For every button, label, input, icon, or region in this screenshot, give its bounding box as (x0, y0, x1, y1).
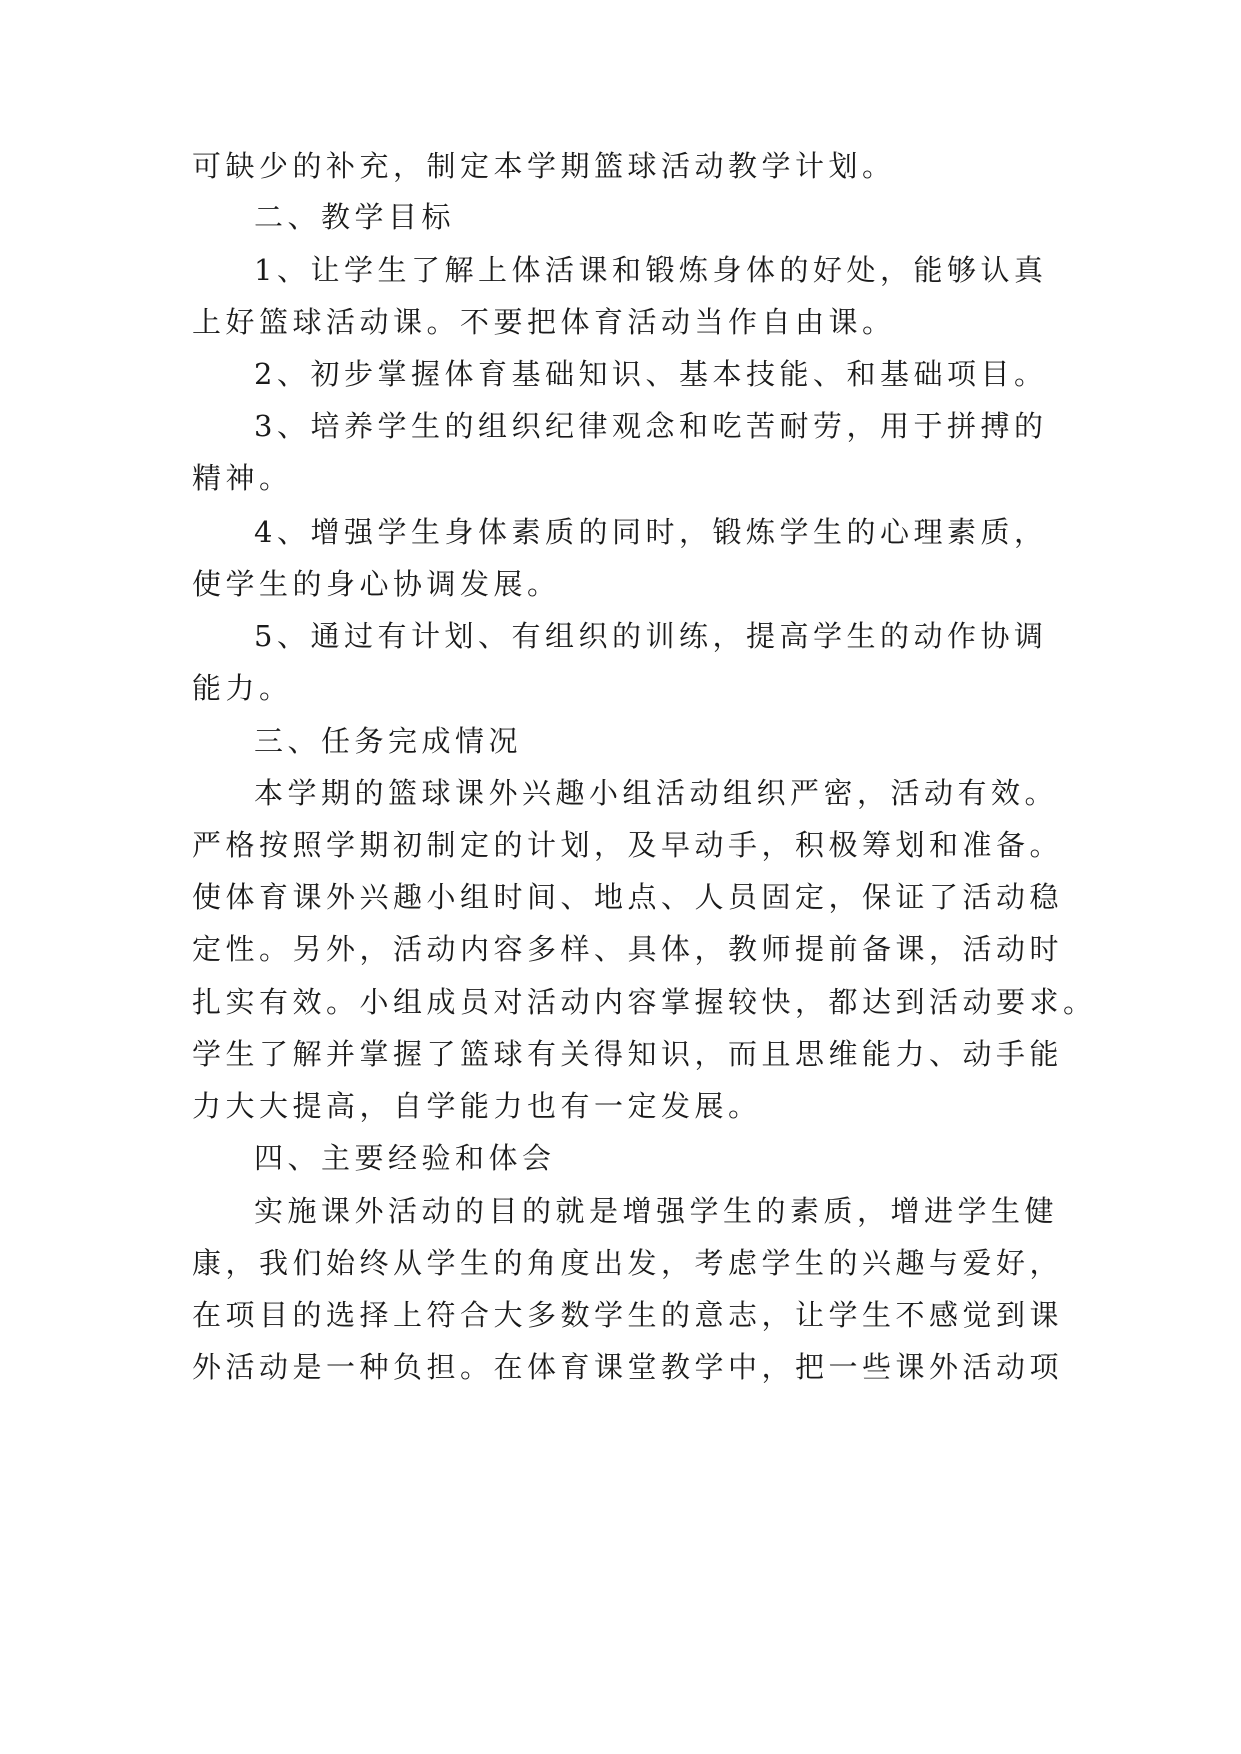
section-heading-experience: 四、主要经验和体会 (254, 1141, 556, 1175)
paragraph-line: 外活动是一种负担。在体育课堂教学中，把一些课外活动项 (192, 1350, 1064, 1384)
paragraph-line: 上好篮球活动课。不要把体育活动当作自由课。 (192, 305, 896, 339)
paragraph-line: 3、培养学生的组织纪律观念和吃苦耐劳，用于拼搏的 (254, 409, 1048, 443)
paragraph-line: 2、初步掌握体育基础知识、基本技能、和基础项目。 (254, 357, 1048, 391)
paragraph-line: 可缺少的补充，制定本学期篮球活动教学计划。 (192, 149, 896, 183)
paragraph-line: 5、通过有计划、有组织的训练，提高学生的动作协调 (254, 619, 1048, 653)
section-heading-teaching-goals: 二、教学目标 (254, 200, 456, 234)
paragraph-line: 本学期的篮球课外兴趣小组活动组织严密，活动有效。 (254, 776, 1059, 810)
paragraph-line: 严格按照学期初制定的计划，及早动手，积极筹划和准备。 (192, 828, 1064, 862)
paragraph-line: 在项目的选择上符合大多数学生的意志，让学生不感觉到课 (192, 1298, 1064, 1332)
section-heading-task-completion: 三、任务完成情况 (254, 724, 523, 758)
paragraph-line: 1、让学生了解上体活课和锻炼身体的好处，能够认真 (254, 253, 1048, 287)
paragraph-line: 康，我们始终从学生的角度出发，考虑学生的兴趣与爱好， (192, 1246, 1064, 1280)
paragraph-line: 力大大提高，自学能力也有一定发展。 (192, 1089, 762, 1123)
paragraph-line: 使体育课外兴趣小组时间、地点、人员固定，保证了活动稳 (192, 880, 1064, 914)
paragraph-line: 使学生的身心协调发展。 (192, 567, 561, 601)
paragraph-line: 精神。 (192, 461, 293, 495)
paragraph-line: 4、增强学生身体素质的同时，锻炼学生的心理素质， (254, 515, 1048, 549)
paragraph-line: 能力。 (192, 671, 293, 705)
paragraph-line: 实施课外活动的目的就是增强学生的素质，增进学生健 (254, 1194, 1059, 1228)
paragraph-line: 定性。另外，活动内容多样、具体，教师提前备课，活动时 (192, 932, 1064, 966)
paragraph-line: 扎实有效。小组成员对活动内容掌握较快，都达到活动要求。 (192, 985, 1097, 1019)
paragraph-line: 学生了解并掌握了篮球有关得知识，而且思维能力、动手能 (192, 1037, 1064, 1071)
